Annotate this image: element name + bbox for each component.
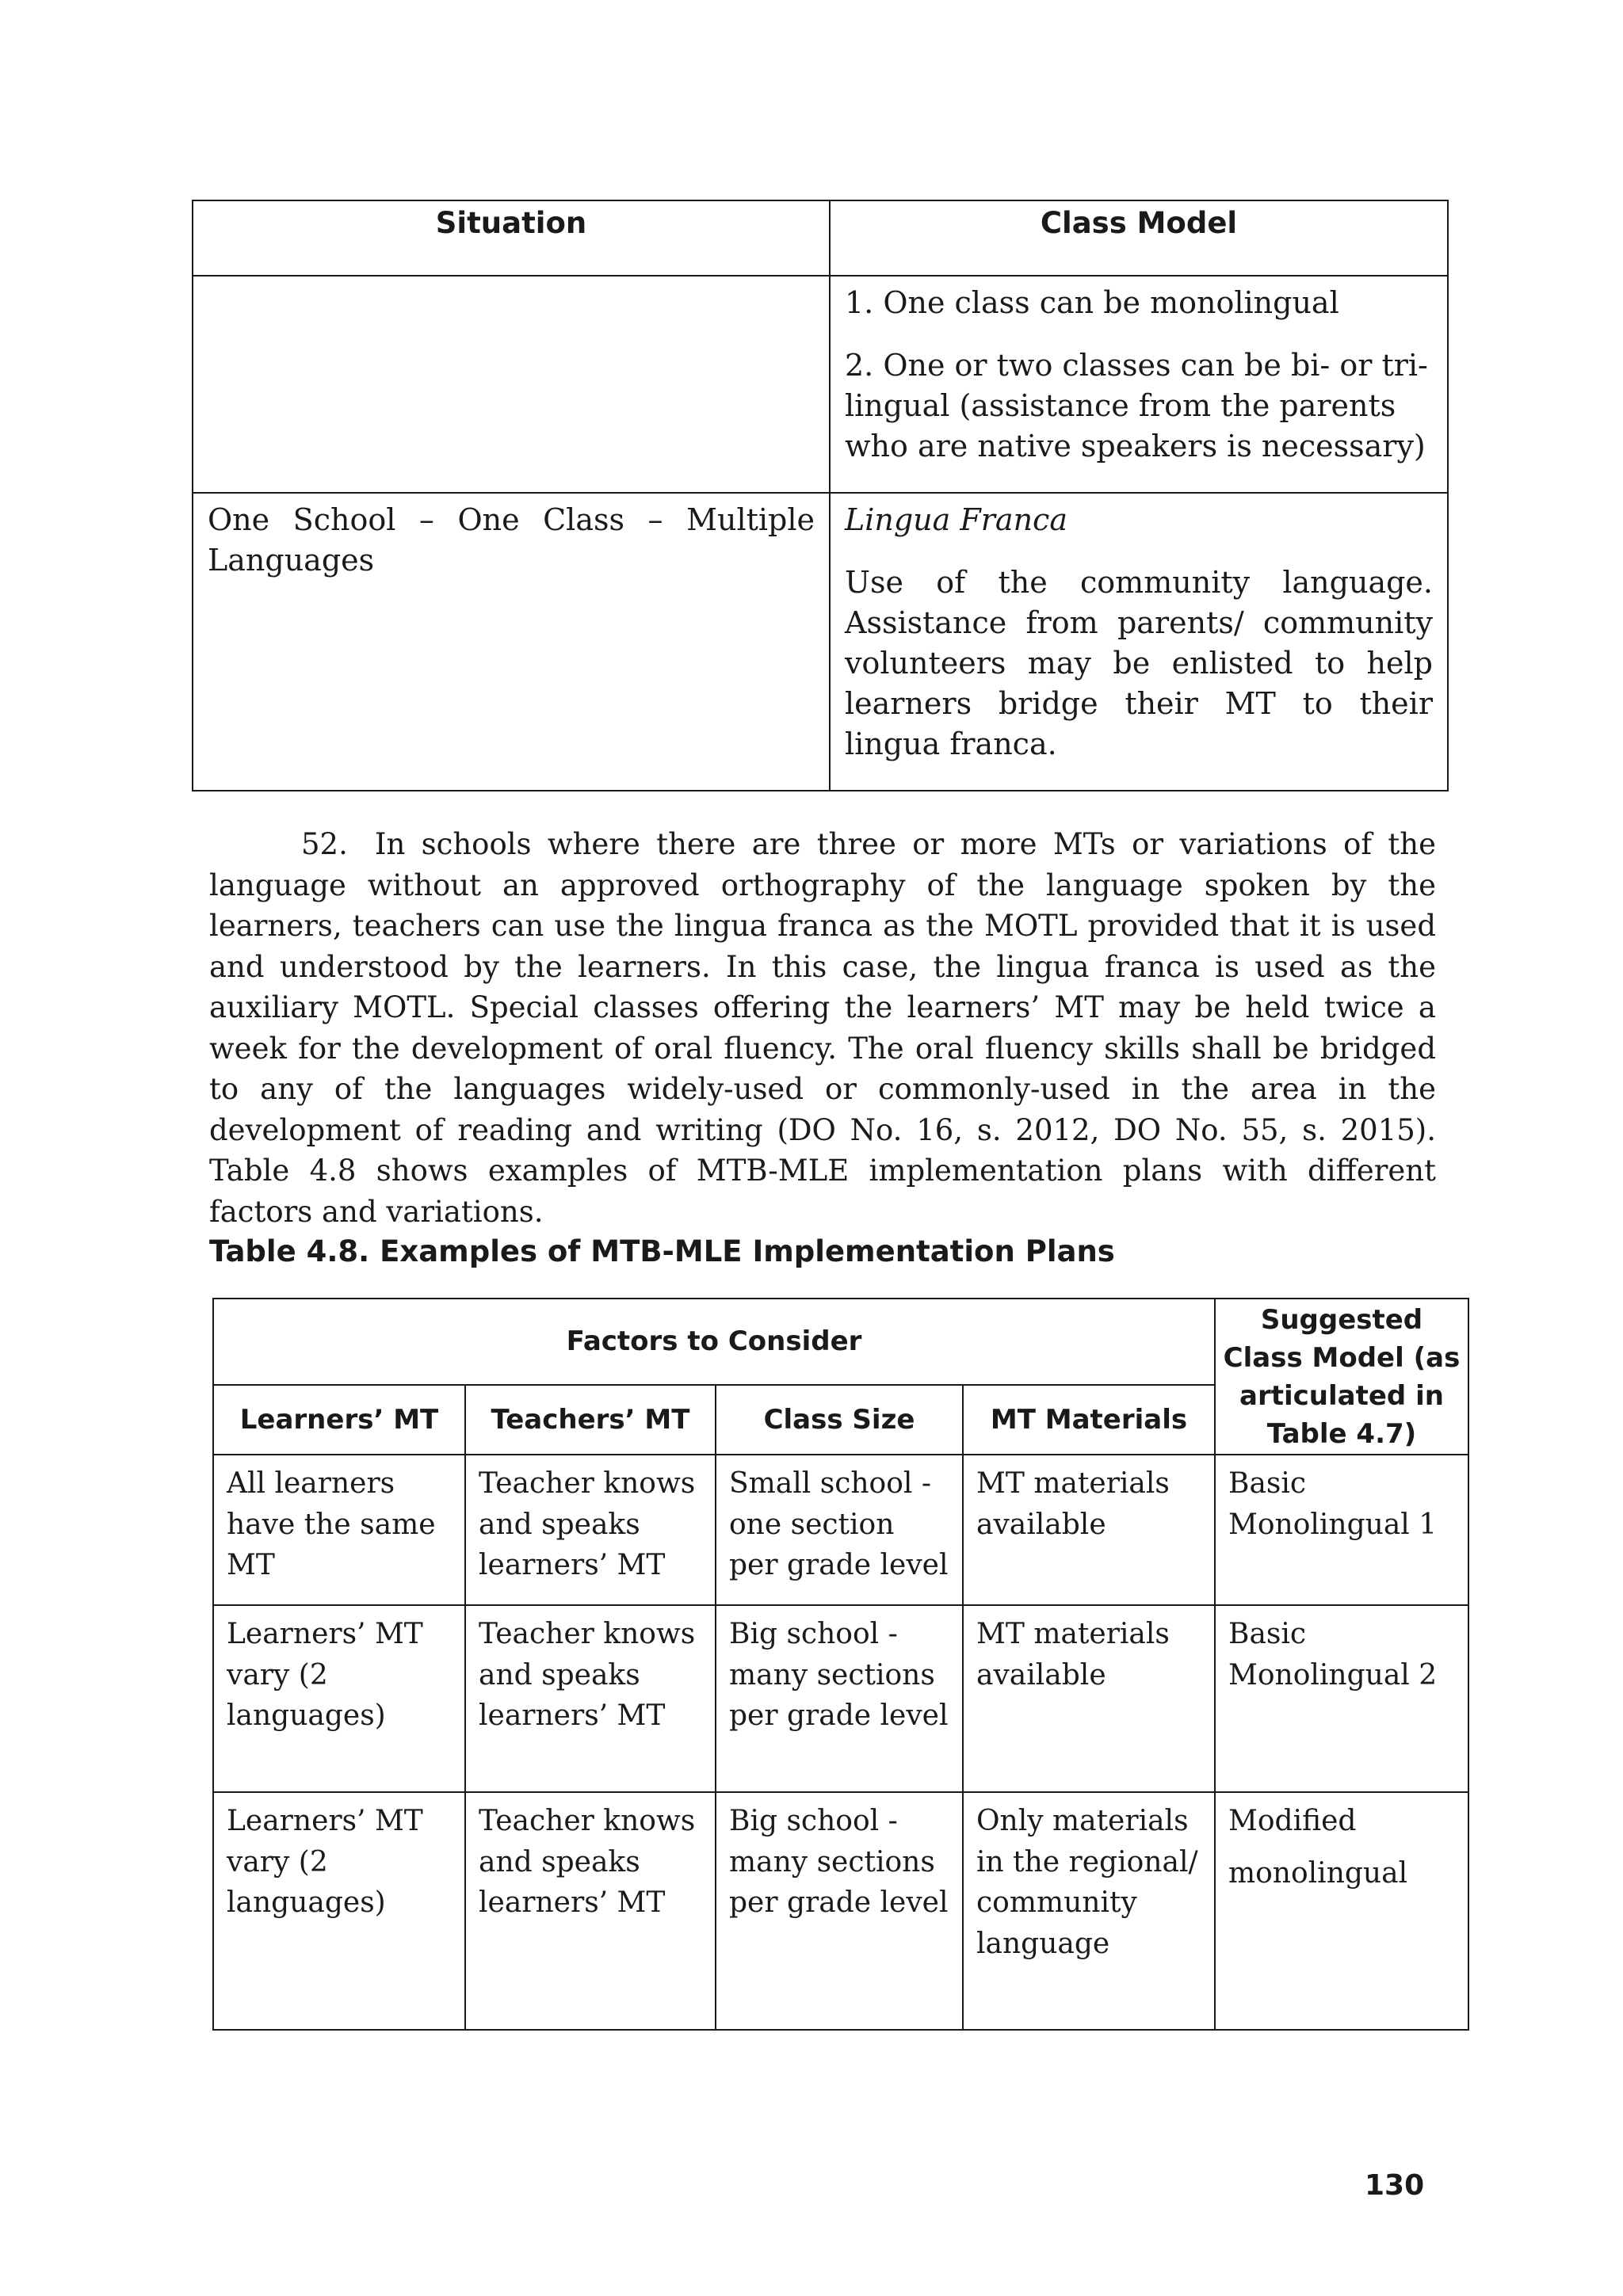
header-suggested-class-model: Suggested Class Model (as articulated in Table 4.7) — [1215, 1299, 1468, 1455]
model-title: Lingua Franca — [845, 502, 1067, 537]
cell-learners-mt: Learners’ MT vary (2 languages) — [213, 1792, 465, 2030]
page-number: 130 — [1365, 2169, 1425, 2202]
model-description: Use of the community language. Assistance from parents/ community volunteers may be enlisted to help learners bridge their MT to their lingua franca. — [845, 565, 1433, 761]
paragraph-number: 52. — [301, 827, 348, 861]
header-mt-materials: MT Materials — [963, 1385, 1215, 1455]
table-header-row — [213, 1299, 1468, 1385]
model-line-2: monolingual — [1228, 1856, 1408, 1890]
paragraph-text: In schools where there are three or more MTs or variations of the language without an approved orthography of the language spoken by the learners, teachers can use the lingua franca as the MOTL provided that it is used and understood by the learners. In this case, the lingua franca is used as the auxiliary MOTL. Special classes offering the learners’ MT may be held twice a week for the development of oral fluency. The oral fluency skills shall be bridged to any of the languages widely-used or commonly-used in the area in the development of reading and writing (DO No. 16, s. 2012, DO No. 55, s. 2015). Table 4.8 shows examples of MTB-MLE implementation plans with different factors and variations. — [209, 827, 1436, 1229]
header-class-size: Class Size — [716, 1385, 963, 1455]
class-model-cell — [830, 493, 1448, 791]
model-item-2: 2. One or two classes can be bi- or tri-lingual (assistance from the parents who are native speakers is necessary) — [845, 348, 1428, 463]
header-situation: Situation — [193, 200, 830, 276]
class-model-cell — [830, 276, 1448, 493]
cell-teachers-mt: Teacher knows and speaks learners’ MT — [465, 1455, 716, 1605]
header-learners-mt: Learners’ MT — [213, 1385, 465, 1455]
model-item-1: 1. One class can be monolingual — [845, 285, 1339, 320]
cell-learners-mt: All learners have the same MT — [213, 1455, 465, 1605]
class-model-table — [192, 200, 1449, 791]
table-header-row — [193, 200, 1448, 276]
cell-class-size: Big school - many sections per grade level — [716, 1605, 963, 1792]
table-row — [213, 1792, 1468, 2030]
cell-class-model: Basic Monolingual 1 — [1215, 1455, 1468, 1605]
cell-teachers-mt: Teacher knows and speaks learners’ MT — [465, 1605, 716, 1792]
table-caption: Table 4.8. Examples of MTB-MLE Implementation Plans — [209, 1234, 1115, 1268]
header-teachers-mt: Teachers’ MT — [465, 1385, 716, 1455]
cell-class-size: Big school - many sections per grade level — [716, 1792, 963, 2030]
cell-class-size: Small school - one section per grade level — [716, 1455, 963, 1605]
body-paragraph — [209, 824, 1436, 1232]
table-row — [193, 276, 1448, 493]
table-row — [193, 493, 1448, 791]
table-row — [213, 1455, 1468, 1605]
implementation-plans-table — [212, 1298, 1469, 2031]
cell-class-model — [1215, 1792, 1468, 2030]
cell-learners-mt: Learners’ MT vary (2 languages) — [213, 1605, 465, 1792]
cell-teachers-mt: Teacher knows and speaks learners’ MT — [465, 1792, 716, 2030]
model-line-1: Modified — [1228, 1805, 1357, 1837]
table-row — [213, 1605, 1468, 1792]
header-factors-to-consider: Factors to Consider — [213, 1299, 1215, 1385]
header-class-model: Class Model — [830, 200, 1448, 276]
situation-cell: One School – One Class – Multiple Languages — [193, 493, 830, 791]
situation-cell — [193, 276, 830, 493]
cell-class-model: Basic Monolingual 2 — [1215, 1605, 1468, 1792]
cell-mt-materials: MT materials available — [963, 1455, 1215, 1605]
cell-mt-materials: Only materials in the regional/ community language — [963, 1792, 1215, 2030]
cell-mt-materials: MT materials available — [963, 1605, 1215, 1792]
